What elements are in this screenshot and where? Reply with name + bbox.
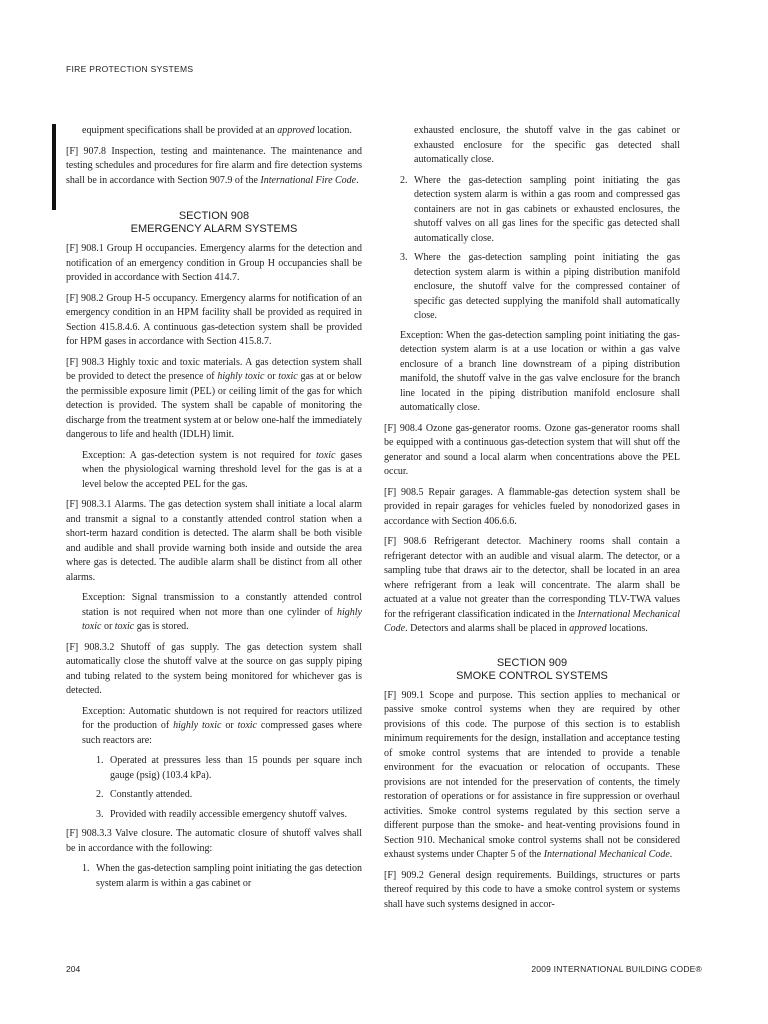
section-909-heading [384, 657, 680, 683]
list-item: 2. Constantly attended. [96, 789, 193, 800]
revision-change-bar [52, 124, 56, 210]
paragraph-908-3-2: [F] 908.3.2 Shutoff of gas supply. The gas detection system shall automatically close the shutoff valve at the source on gas supply piping and tubing related to the system being monitored for whichever gas is detected. [66, 641, 362, 696]
section-908-title: EMERGENCY ALARM SYSTEMS [130, 223, 298, 235]
paragraph-908-3: [F] 908.3 Highly toxic and toxic materials. A gas detection system shall be provided to detect the presence of highly toxic or toxic gas at or below the permissible exposure limit (PEL) or ceiling limit of the gas for which detection is provided. The system shall be capable of monitoring the discharge from the treatment system at or below one-half the immediately dangerous to life and health (IDLH) limit. [66, 356, 362, 440]
paragraph-909-2: [F] 909.2 General design requirements. Buildings, structures or parts thereof required by this code to have a smoke control system or systems shall have such systems designed in accor- [384, 869, 680, 910]
section-909-number: SECTION 909 [496, 656, 568, 669]
paragraph-908-2: [F] 908.2 Group H-5 occupancy. Emergency alarms for notification of an emergency condition in an HPM facility shall be provided as required in Section 415.8.4.6. A continuous gas-detection system shall be provided for HPM gases in accordance with Section 415.8.7. [66, 292, 362, 347]
paragraph-908-3-3: [F] 908.3.3 Valve closure. The automatic closure of shutoff valves shall be in accordance with the following: [66, 828, 362, 854]
paragraph-908-1: [F] 908.1 Group H occupancies. Emergency alarms for the detection and notification of an emergency condition in Group H occupancies shall be provided in accordance with Section 414.7. [66, 243, 362, 283]
exception-908-3: Exception: A gas-detection system is not required for toxic gases when the physiological warning threshold level for the gas is at a level below the accepted PEL for the gas. [82, 449, 362, 490]
section-908-number: SECTION 908 [178, 210, 250, 222]
paragraph-907-8: [F] 907.8 Inspection, testing and maintenance. The maintenance and testing schedules and procedures for fire alarm and fire detection systems shall be in accordance with Section 907.9 of the International Fire Code. [66, 145, 362, 186]
list-item: 3. Where the gas-detection sampling point initiating the gas detection system alarm is within a piping distribution manifold enclosure, the shutoff valve for the compressed container of specific gas detected supplying the manifold shall automatically close. [400, 252, 680, 321]
publication-title: 2009 INTERNATIONAL BUILDING CODE® [531, 964, 702, 974]
page-number: 204 [66, 964, 81, 974]
exception-908-3-3: Exception: When the gas-detection sampling point initiating the gas-detection system alarm is at a use location or within a gas valve enclosure of a branch line downstream of a piping distribution manifold, the shutoff valve in the gas valve enclosure for the branch line located in the piping distribution manifold enclosure shall automatically close. [400, 329, 680, 413]
paragraph-909-1: [F] 909.1 Scope and purpose. This section applies to mechanical or passive smoke control systems when they are required by other provisions of this code. The purpose of this section is to establish minimum requirements for the design, installation and acceptance testing of smoke control systems that are intended to provide a tenable environment for the evacuation or relocation of occupants. These provisions are not intended for the preservation of contents, the timely restoration of operations or for assistance in fire suppression or overhaul activities. Smoke control systems regulated by this section serve a different purpose than the smoke- and heat-venting provisions found in Section 910. Mechanical smoke control systems shall not be considered exhaust systems under Chapter 5 of the International Mechanical Code. [384, 689, 680, 860]
section-908-heading [66, 210, 362, 236]
paragraph-equipment-specs: equipment specifications shall be provided at an approved location. [82, 125, 352, 136]
exception-908-3-1: Exception: Signal transmission to a constantly attended control station is not required when not more than one cylinder of highly toxic or toxic gas is stored. [82, 592, 362, 632]
list-item: 2. Where the gas-detection sampling point initiating the gas detection system alarm is within a gas room and compressed gas containers are not in gas cabinets or exhausted enclosures, the shutoff valves on all gas lines for the specific gas detected shall automatically close. [400, 174, 680, 244]
exception-908-3-2: Exception: Automatic shutdown is not required for reactors utilized for the production of highly toxic or toxic compressed gases where such reactors are: [82, 705, 362, 746]
left-column [66, 124, 362, 896]
list-item: 1. Operated at pressures less than 15 pounds per square inch gauge (psig) (103.4 kPa). [96, 755, 362, 781]
list-item-continuation: exhausted enclosure, the shutoff valve in the gas cabinet or exhausted enclosure for the specific gas detected shall automatically close. [414, 125, 680, 165]
list-item: 1. When the gas-detection sampling point initiating the gas detection system alarm is within a gas cabinet or [82, 863, 362, 889]
section-909-title: SMOKE CONTROL SYSTEMS [456, 669, 608, 682]
paragraph-908-6: [F] 908.6 Refrigerant detector. Machinery rooms shall contain a refrigerant detector with an audible and visual alarm. The detector, or a sampling tube that draws air to the detector, shall be located in an area where refrigerant from a leak will concentrate. The alarm shall be actuated at a value not greater than the corresponding TLV-TWA values for the refrigerant classification indicated in the International Mechanical Code. Detectors and alarms shall be placed in approved locations. [384, 536, 680, 634]
list-item: 3. Provided with readily accessible emergency shutoff valves. [96, 808, 348, 820]
running-header: FIRE PROTECTION SYSTEMS [66, 64, 194, 74]
paragraph-908-4: [F] 908.4 Ozone gas-generator rooms. Ozone gas-generator rooms shall be equipped with a continuous gas-detection system that will shut off the generator and sound a local alarm when concentrations above the PEL occur. [384, 422, 680, 477]
paragraph-908-5: [F] 908.5 Repair garages. A flammable-gas detection system shall be provided in repair garages for vehicles fueled by nonodorized gases in accordance with Section 406.6.6. [384, 486, 680, 527]
paragraph-908-3-1: [F] 908.3.1 Alarms. The gas detection system shall initiate a local alarm and transmit a signal to a constantly attended control station when a short-term hazard condition is detected. The alarm shall be both visible and audible and shall provide warning both inside and outside the area where gas is detected. The audible alarm shall be distinct from all other alarms. [66, 499, 362, 583]
right-column [384, 124, 680, 918]
